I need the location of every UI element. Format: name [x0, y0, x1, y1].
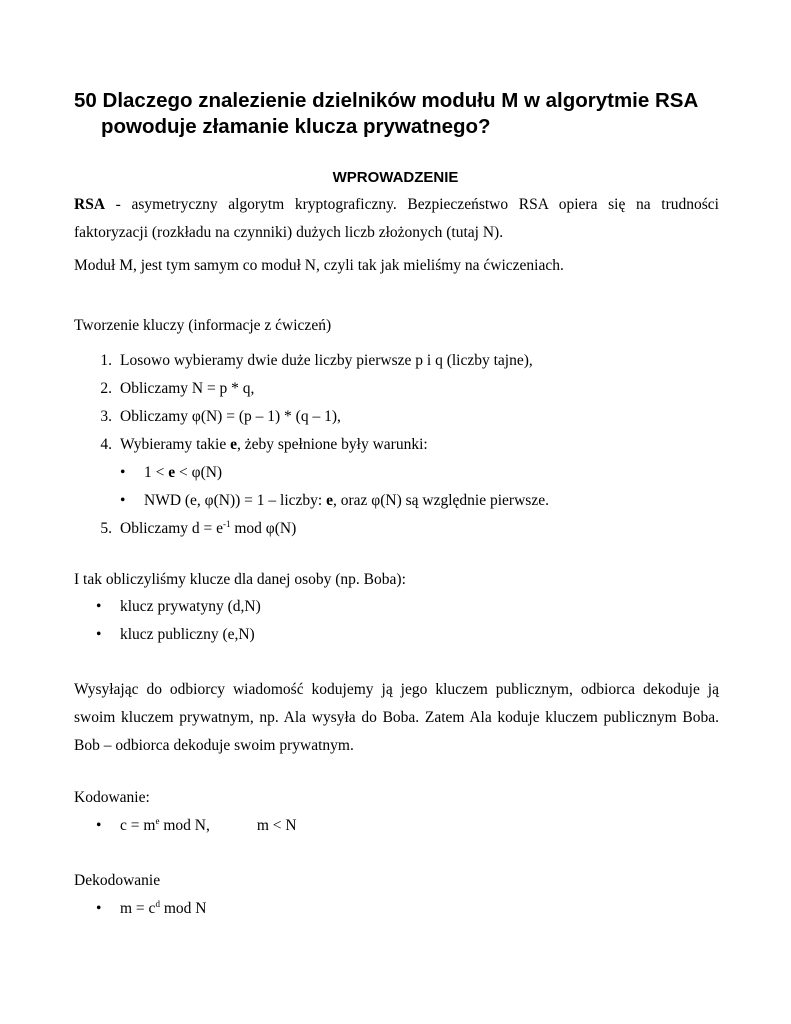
bullet-icon: •	[96, 900, 102, 917]
intro-line-1-text: - asymetryczny algorytm kryptograficzny. Bezpieczeństwo RSA opiera się na trudności	[105, 196, 719, 213]
sending-line-3: Bob – odbiorca dekoduje swoim prywatnym.	[74, 737, 354, 754]
formula-part: m = c	[120, 900, 156, 917]
condition-text	[144, 487, 549, 515]
decoding-formula	[120, 895, 206, 923]
step-text: Losowo wybieramy dwie duże liczby pierwsze p i q (liczby tajne),	[120, 352, 533, 369]
bullet-icon: •	[96, 817, 102, 834]
public-key-text: klucz publiczny (e,N)	[120, 626, 255, 643]
step-number: 1.	[100, 352, 112, 369]
encoding-list	[74, 812, 719, 840]
encoding-title: Kodowanie:	[74, 789, 150, 806]
intro-line-2: faktoryzacji (rozkładu na czynniki) dużych liczb złożonych (tutaj N).	[74, 224, 504, 241]
condition-text-bold: e	[326, 492, 333, 509]
list-item	[74, 621, 719, 649]
title-number: 50	[74, 89, 97, 112]
list-item	[74, 431, 719, 459]
title-line-2: powoduje złamanie klucza prywatnego?	[101, 115, 491, 138]
decoding-list	[74, 895, 719, 923]
list-item	[74, 515, 719, 543]
step-text	[120, 515, 296, 543]
keygen-title: Tworzenie kluczy (informacje z ćwiczeń)	[74, 317, 332, 334]
step-text-part: , żeby spełnione były warunki:	[237, 436, 428, 453]
keys-list	[74, 593, 719, 649]
exponent: d	[155, 899, 160, 909]
step-text	[120, 431, 428, 459]
keygen-steps-list	[74, 347, 719, 543]
list-item	[74, 403, 719, 431]
formula-part: mod N	[159, 900, 207, 917]
list-item	[74, 895, 719, 923]
sending-paragraph	[74, 676, 719, 760]
formula-part: c = m	[120, 817, 156, 834]
condition-text-part: , oraz φ(N) są względnie pierwsze.	[333, 492, 549, 509]
step-number: 2.	[100, 380, 112, 397]
section-title: WPROWADZENIE	[332, 169, 459, 186]
step-number: 4.	[100, 436, 112, 453]
intro-line-1	[74, 191, 719, 219]
bullet-icon: •	[120, 492, 126, 509]
private-key-text: klucz prywatyny (d,N)	[120, 598, 261, 615]
condition-text-bold: e	[168, 464, 176, 481]
step-text-part: Wybieramy takie	[120, 436, 231, 453]
step-number: 5.	[100, 520, 112, 537]
sending-line-2: swoim kluczem prywatnym, np. Ala wysyła do Boba. Zatem Ala koduje kluczem publicznym Boba.	[74, 709, 719, 726]
rsa-term: RSA	[74, 196, 106, 213]
step-text-part: Obliczamy d = e	[120, 520, 223, 537]
condition-item	[74, 487, 719, 515]
condition-text	[144, 459, 222, 487]
step-text-part: mod φ(N)	[230, 520, 297, 537]
formula-part: mod N,	[159, 817, 210, 834]
modulus-note: Moduł M, jest tym samym co moduł N, czyli tak jak mieliśmy na ćwiczeniach.	[74, 257, 564, 274]
keys-intro: I tak obliczyliśmy klucze dla danej osoby (np. Boba):	[74, 571, 406, 588]
list-item	[74, 375, 719, 403]
bullet-icon: •	[96, 598, 102, 615]
list-item	[74, 812, 719, 840]
exponent: e	[155, 816, 160, 826]
bullet-icon: •	[120, 464, 126, 481]
title-line-1: Dlaczego znalezienie dzielników modułu M w algorytmie RSA	[102, 89, 699, 112]
sending-line-1: Wysyłając do odbiorcy wiadomość kodujemy ją jego kluczem publicznym, odbiorca dekoduje ją	[74, 681, 719, 698]
condition-item	[74, 459, 719, 487]
list-item	[74, 347, 719, 375]
step-text-bold: e	[230, 436, 237, 453]
bullet-icon: •	[96, 626, 102, 643]
step-text: Obliczamy N = p * q,	[120, 380, 255, 397]
exponent: -1	[223, 519, 231, 529]
condition-text-part: NWD (e, φ(N)) = 1 – liczby:	[144, 492, 327, 509]
step-text: Obliczamy φ(N) = (p – 1) * (q – 1),	[120, 408, 341, 425]
page-title	[74, 88, 734, 140]
condition-text-part: 1 <	[144, 464, 169, 481]
list-item	[74, 593, 719, 621]
step-number: 3.	[100, 408, 112, 425]
decoding-title: Dekodowanie	[74, 872, 161, 889]
intro-paragraph	[74, 191, 719, 247]
condition-text-part: < φ(N)	[175, 464, 223, 481]
encoding-formula	[120, 812, 297, 840]
encoding-condition: m < N	[256, 817, 297, 834]
